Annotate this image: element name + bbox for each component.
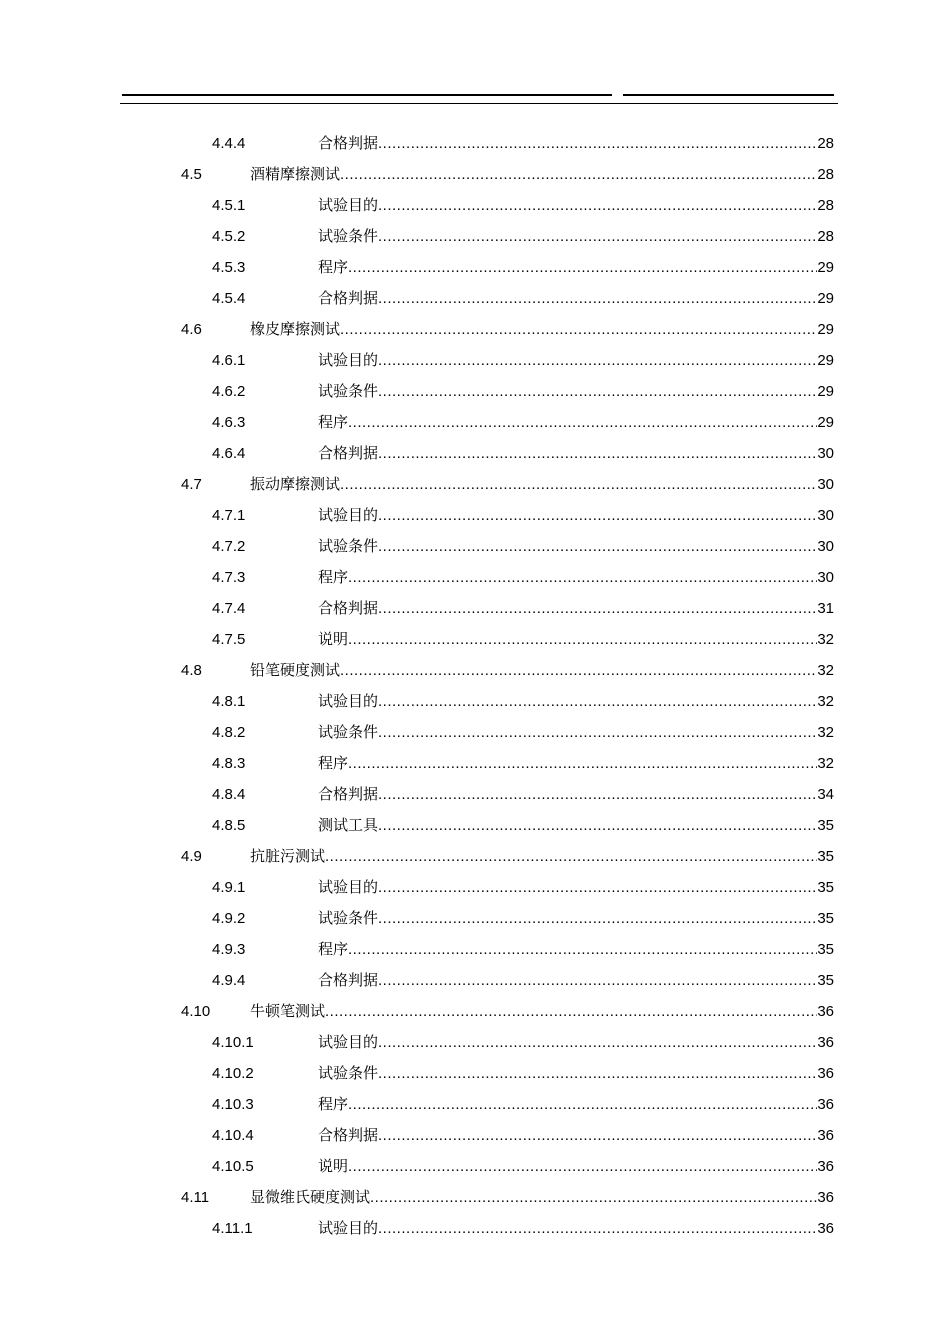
toc-entry-page-number: 36 [817,1220,834,1237]
toc-entry-page-number: 28 [817,197,834,214]
toc-entry-title: 程序 [318,940,349,958]
toc-entry-number: 4.6.3 [212,414,246,431]
toc-entry-number: 4.4.4 [212,135,246,152]
toc-entry-line [318,872,834,903]
toc-dot-leader [378,376,817,407]
toc-entry[interactable] [0,903,950,934]
toc-entry-page-number: 28 [817,228,834,245]
toc-entry-page-number: 29 [817,414,834,431]
toc-entry-page-number: 32 [817,631,834,648]
toc-dot-leader [340,159,817,190]
toc-entry-title: 显微维氏硬度测试 [250,1188,371,1206]
toc-entry[interactable] [0,159,950,190]
toc-entry-title: 振动摩擦测试 [250,475,341,493]
toc-entry[interactable] [0,562,950,593]
toc-entry-number: 4.9.3 [212,941,246,958]
toc-entry-line [250,314,834,345]
toc-dot-leader [378,686,817,717]
toc-entry[interactable] [0,190,950,221]
toc-entry[interactable] [0,314,950,345]
toc-dot-leader [378,345,817,376]
toc-entry-title: 说明 [318,630,349,648]
toc-entry[interactable] [0,438,950,469]
toc-entry-title: 程序 [318,413,349,431]
toc-entry-number: 4.5.1 [212,197,246,214]
toc-entry-line [250,1182,834,1213]
toc-entry-title: 试验目的 [318,692,379,710]
toc-entry[interactable] [0,1058,950,1089]
toc-entry-page-number: 30 [817,507,834,524]
toc-entry-page-number: 30 [817,538,834,555]
toc-entry[interactable] [0,128,950,159]
toc-entry-title: 合格判据 [318,1126,379,1144]
toc-dot-leader [325,996,817,1027]
toc-entry[interactable] [0,965,950,996]
toc-entry-number: 4.8.3 [212,755,246,772]
toc-entry-number: 4.5.3 [212,259,246,276]
toc-entry-page-number: 36 [817,1003,834,1020]
toc-entry[interactable] [0,1027,950,1058]
toc-entry-number: 4.6.1 [212,352,246,369]
toc-entry[interactable] [0,376,950,407]
toc-dot-leader [378,438,817,469]
toc-entry-line [318,686,834,717]
toc-entry-number: 4.6.2 [212,383,246,400]
toc-dot-leader [348,407,817,438]
toc-entry-number: 4.11.1 [212,1220,253,1237]
toc-entry-page-number: 32 [817,755,834,772]
toc-dot-leader [378,872,817,903]
toc-entry-page-number: 34 [817,786,834,803]
toc-dot-leader [378,779,817,810]
toc-entry-page-number: 29 [817,383,834,400]
toc-entry-title: 试验条件 [318,537,379,555]
toc-entry-line [318,190,834,221]
toc-entry-line [318,407,834,438]
header-rule-right [623,94,834,96]
toc-entry[interactable] [0,593,950,624]
toc-entry-number: 4.8.4 [212,786,246,803]
toc-entry-title: 试验目的 [318,1033,379,1051]
toc-entry-number: 4.9.2 [212,910,246,927]
toc-entry[interactable] [0,1151,950,1182]
toc-entry-number: 4.6 [181,321,202,338]
toc-dot-leader [378,128,817,159]
toc-entry-line [318,903,834,934]
toc-dot-leader [378,1120,817,1151]
toc-entry-line [318,1120,834,1151]
toc-entry-page-number: 32 [817,724,834,741]
toc-entry-number: 4.6.4 [212,445,246,462]
toc-entry-line [250,841,834,872]
toc-entry[interactable] [0,345,950,376]
toc-entry-page-number: 32 [817,693,834,710]
toc-entry-line [250,159,834,190]
toc-entry-title: 合格判据 [318,599,379,617]
toc-entry-title: 合格判据 [318,134,379,152]
toc-dot-leader [378,717,817,748]
toc-entry-number: 4.8.5 [212,817,246,834]
toc-entry-number: 4.7.2 [212,538,246,555]
toc-entry-page-number: 29 [817,352,834,369]
toc-entry-number: 4.7 [181,476,202,493]
header-rule-left [122,94,612,96]
toc-entry-page-number: 35 [817,848,834,865]
toc-entry-line [318,748,834,779]
toc-entry-line [250,996,834,1027]
toc-dot-leader [348,1151,817,1182]
toc-entry-line [318,810,834,841]
toc-entry-page-number: 36 [817,1189,834,1206]
toc-entry-line [318,562,834,593]
toc-entry[interactable] [0,407,950,438]
toc-entry[interactable] [0,655,950,686]
toc-entry[interactable] [0,221,950,252]
toc-entry[interactable] [0,469,950,500]
toc-entry-title: 试验条件 [318,909,379,927]
toc-entry-number: 4.8.2 [212,724,246,741]
toc-entry-page-number: 32 [817,662,834,679]
toc-entry-number: 4.5 [181,166,202,183]
toc-entry-line [318,345,834,376]
toc-entry-page-number: 30 [817,445,834,462]
toc-entry-title: 试验条件 [318,382,379,400]
toc-dot-leader [378,1213,817,1244]
toc-entry-number: 4.9.1 [212,879,246,896]
toc-entry[interactable] [0,283,950,314]
toc-entry-line [318,1027,834,1058]
toc-entry-title: 试验目的 [318,351,379,369]
toc-dot-leader [348,252,817,283]
toc-entry[interactable] [0,934,950,965]
toc-entry-line [250,655,834,686]
toc-entry[interactable] [0,624,950,655]
toc-entry-line [318,128,834,159]
toc-entry-line [318,1213,834,1244]
toc-entry-number: 4.10.5 [212,1158,254,1175]
toc-dot-leader [348,624,817,655]
toc-entry-page-number: 36 [817,1034,834,1051]
toc-entry-title: 试验条件 [318,1064,379,1082]
toc-entry-number: 4.9 [181,848,202,865]
toc-entry[interactable] [0,872,950,903]
toc-entry[interactable] [0,252,950,283]
toc-entry-page-number: 36 [817,1158,834,1175]
toc-entry-number: 4.5.4 [212,290,246,307]
toc-entry-title: 牛顿笔测试 [250,1002,326,1020]
toc-entry-title: 试验条件 [318,227,379,245]
toc-entry[interactable] [0,779,950,810]
toc-entry-title: 试验目的 [318,506,379,524]
toc-entry-title: 合格判据 [318,785,379,803]
toc-dot-leader [378,810,817,841]
toc-entry[interactable] [0,748,950,779]
toc-entry-number: 4.7.1 [212,507,246,524]
toc-entry[interactable] [0,996,950,1027]
toc-dot-leader [378,1058,817,1089]
toc-entry-title: 试验目的 [318,1219,379,1237]
toc-entry-page-number: 36 [817,1065,834,1082]
toc-entry-page-number: 35 [817,972,834,989]
toc-entry-line [318,221,834,252]
toc-entry-number: 4.7.3 [212,569,246,586]
toc-entry-number: 4.10.2 [212,1065,254,1082]
toc-entry-line [318,283,834,314]
toc-dot-leader [378,283,817,314]
toc-entry-page-number: 36 [817,1096,834,1113]
toc-dot-leader [378,903,817,934]
toc-entry-page-number: 35 [817,817,834,834]
toc-entry-title: 试验条件 [318,723,379,741]
toc-entry[interactable] [0,717,950,748]
toc-entry-number: 4.8.1 [212,693,246,710]
toc-entry-title: 程序 [318,568,349,586]
toc-entry[interactable] [0,1089,950,1120]
toc-entry[interactable] [0,1120,950,1151]
toc-entry-title: 合格判据 [318,444,379,462]
toc-entry-page-number: 35 [817,941,834,958]
toc-entry-line [318,624,834,655]
toc-entry-number: 4.9.4 [212,972,246,989]
toc-dot-leader [348,1089,817,1120]
toc-entry-line [318,1089,834,1120]
toc-dot-leader [378,531,817,562]
toc-entry-line [318,1058,834,1089]
toc-dot-leader [325,841,817,872]
toc-entry-page-number: 31 [817,600,834,617]
toc-entry-number: 4.10.4 [212,1127,254,1144]
toc-entry-title: 程序 [318,754,349,772]
toc-entry-line [318,965,834,996]
header-rule-underline [120,103,838,104]
toc-entry-line [318,252,834,283]
toc-dot-leader [348,748,817,779]
toc-dot-leader [340,655,817,686]
toc-entry-line [318,593,834,624]
toc-entry-page-number: 29 [817,290,834,307]
toc-entry-number: 4.5.2 [212,228,246,245]
toc-entry[interactable] [0,686,950,717]
toc-dot-leader [348,562,817,593]
toc-entry-line [318,500,834,531]
toc-entry-title: 试验目的 [318,878,379,896]
toc-entry-line [318,934,834,965]
toc-entry-page-number: 30 [817,569,834,586]
toc-entry[interactable] [0,500,950,531]
toc-dot-leader [370,1182,817,1213]
toc-entry-line [318,376,834,407]
toc-entry[interactable] [0,1182,950,1213]
toc-entry-title: 程序 [318,258,349,276]
toc-dot-leader [378,190,817,221]
toc-entry[interactable] [0,1213,950,1244]
toc-entry-line [318,779,834,810]
toc-dot-leader [378,965,817,996]
toc-entry-page-number: 35 [817,879,834,896]
toc-entry-number: 4.7.4 [212,600,246,617]
toc-entry-page-number: 28 [817,166,834,183]
toc-entry-title: 试验目的 [318,196,379,214]
toc-dot-leader [340,314,817,345]
toc-entry-line [318,717,834,748]
toc-entry-page-number: 30 [817,476,834,493]
toc-entry-line [318,1151,834,1182]
toc-entry-number: 4.8 [181,662,202,679]
toc-entry-title: 橡皮摩擦测试 [250,320,341,338]
toc-entry-number: 4.10 [181,1003,211,1020]
toc-entry-title: 测试工具 [318,816,379,834]
toc-entry-number: 4.11 [181,1189,210,1206]
toc-entry-title: 合格判据 [318,289,379,307]
toc-entry-line [318,531,834,562]
toc-entry-page-number: 29 [817,321,834,338]
toc-dot-leader [378,593,817,624]
toc-entry[interactable] [0,841,950,872]
toc-dot-leader [340,469,817,500]
toc-entry-number: 4.10.1 [212,1034,254,1051]
toc-dot-leader [348,934,817,965]
toc-entry-title: 程序 [318,1095,349,1113]
toc-entry[interactable] [0,810,950,841]
toc-entry-title: 酒精摩擦测试 [250,165,341,183]
toc-entry-page-number: 29 [817,259,834,276]
toc-entry-title: 抗脏污测试 [250,847,326,865]
toc-entry[interactable] [0,531,950,562]
toc-entry-line [250,469,834,500]
toc-dot-leader [378,1027,817,1058]
toc-entry-title: 合格判据 [318,971,379,989]
toc-entry-line [318,438,834,469]
toc-entry-page-number: 35 [817,910,834,927]
toc-dot-leader [378,500,817,531]
toc-entry-page-number: 28 [817,135,834,152]
toc-entry-title: 铅笔硬度测试 [250,661,341,679]
toc-entry-page-number: 36 [817,1127,834,1144]
toc-dot-leader [378,221,817,252]
toc-entry-number: 4.7.5 [212,631,246,648]
toc-entry-title: 说明 [318,1157,349,1175]
toc-entry-number: 4.10.3 [212,1096,254,1113]
